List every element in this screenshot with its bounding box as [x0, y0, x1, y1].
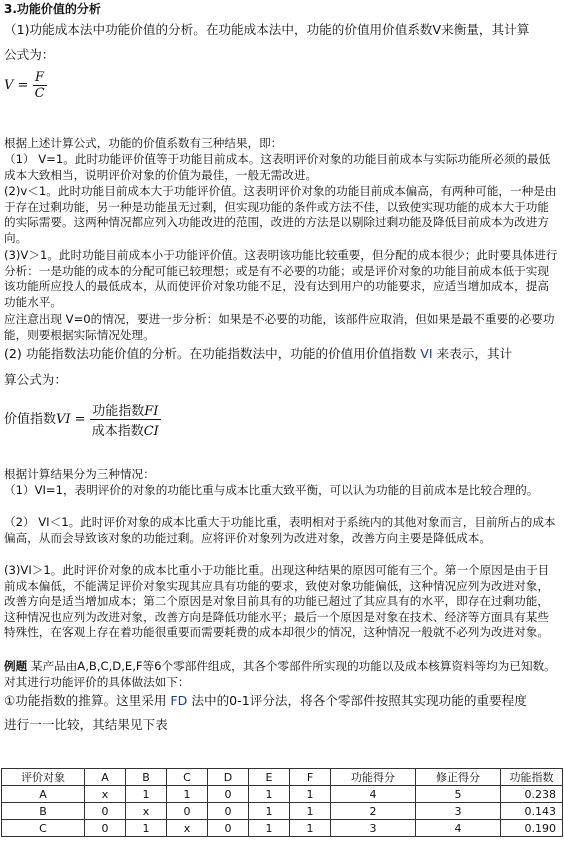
- formula-lhs: 价值指数: [4, 412, 57, 427]
- header-corrected-score: 修正得分: [416, 769, 501, 786]
- paragraph-vi-less-than-1: （2） VI＜1。此时评价对象的成本比重大于功能比重，表明相对于系统内的其他对象而言，目前所占的成本偏高，从而会导致该对象的功能过剩。应将评价对象列为改进对象，改善方向主要是降低成本。: [4, 515, 556, 545]
- paragraph-vi-equals-1: （1）VI=1，表明评价的对象的功能比重与成本比重大致平衡，可以认为功能的目前成本是比较合理的。: [4, 483, 539, 497]
- formula-fraction: [90, 400, 161, 439]
- header-d: D: [208, 769, 249, 786]
- table-cell: 3: [416, 803, 501, 820]
- header-e: E: [249, 769, 290, 786]
- table-cell: 1: [126, 786, 167, 803]
- paragraph-formula-label-2: 算公式为：: [4, 372, 67, 387]
- table-cell: 2: [331, 803, 416, 820]
- paragraph-v-equals-0: 应注意出现 V=0的情况，要进一步分析：如果是不必要的功能，该部件应取消，但如果是最不重要的必要功能，则要根据实际情况处理。: [4, 312, 555, 342]
- vi-highlight: VI: [420, 346, 433, 361]
- table-cell: B: [2, 803, 85, 820]
- header-b: B: [126, 769, 167, 786]
- table-cell: 0: [208, 820, 249, 837]
- paragraph-vi-greater-than-1: (3)VI＞1。此时评价对象的成本比重小于功能比重。出现这种结果的原因可能有三个。第一个原因是由于目前成本偏低，不能满足评价对象实现其应具有功能的要求，致使对象功能偏低，这种情况应列为改进对象，改善方向是适当增加成本；第二个原因是对象目前具有的功能已超过了其应具有的水平，即存在过剩功能，这种情况也应列为改进对象，改善方向是降低功能水平；最后一个原因是对象在技术、经济等方面具有某些特殊性，在客观上存在着功能很重要而需要耗费的成本却很少的情况，这种情况一般就不必列为改进对象。: [4, 563, 550, 639]
- denominator-text: 成本指数: [91, 424, 144, 439]
- paragraph-formula-label-1: 公式为：: [4, 47, 55, 62]
- table-cell: 0.143: [501, 803, 563, 820]
- paragraph-v-greater-than-1: (3)V＞1。此时功能目前成本小于功能评价值。这表明该功能比较重要，但分配的成本很少；此时要具体进行分析：一是功能的成本的分配可能已较理想；或是有不必要的功能；或是评价对象的功能目前成本低于实现该功能所应投人的最低成本，从而使评价对象功能不足，没有达到用户的功能要求，应适当增加成本，提高功能水平。: [4, 248, 558, 309]
- table-cell: x: [126, 803, 167, 820]
- table-cell: 4: [416, 820, 501, 837]
- table-cell: 0: [85, 820, 126, 837]
- formula-lhs: V =: [4, 78, 29, 93]
- paragraph-text: ①功能指数的推算。这里采用: [4, 693, 171, 708]
- table-header-row: [2, 769, 563, 786]
- table-row: [2, 803, 563, 820]
- table-row: [2, 820, 563, 837]
- header-c: C: [167, 769, 208, 786]
- paragraph-table-intro: 进行一一比较，其结果见下表: [4, 717, 168, 732]
- paragraph-three-results: 根据上述计算公式，功能的价值系数有三种结果，即：: [4, 136, 283, 150]
- table-cell: 4: [331, 786, 416, 803]
- table-cell: 1: [290, 803, 331, 820]
- formula-equals: =: [70, 412, 90, 427]
- table-cell: 1: [126, 820, 167, 837]
- table-cell: 0: [208, 786, 249, 803]
- table-cell: 1: [290, 820, 331, 837]
- table-cell: 1: [290, 786, 331, 803]
- table-cell: 1: [167, 786, 208, 803]
- paragraph-v-less-than-1: (2)v＜1。此时功能目前成本大于功能评价值。这表明评价对象的功能目前成本偏高，有两种可能，一种是由于存在过剩功能，另一种是功能虽无过剩，但实现功能的条件或方法不佳，以致使实现功能的成本大于功能的实际需要。这两种情况都应列入功能改进的范围，改进的方法是以剔除过剩功能及降低目前成本为改进方向。: [4, 184, 557, 245]
- paragraph-text: 来表示，其计: [432, 346, 513, 361]
- formula-fraction: [33, 70, 47, 101]
- paragraph-functional-cost-intro: [4, 22, 560, 38]
- header-function-score: 功能得分: [331, 769, 416, 786]
- formula-numerator: [90, 400, 161, 420]
- table-cell: x: [85, 786, 126, 803]
- header-function-index: 功能指数: [501, 769, 563, 786]
- table-cell: 0.190: [501, 820, 563, 837]
- table-cell: 1: [249, 786, 290, 803]
- paragraph-function-index-calc: [4, 693, 560, 709]
- formula-value-index: [4, 400, 161, 439]
- table-cell: 0: [208, 803, 249, 820]
- formula-numerator: F: [33, 70, 47, 86]
- paragraph-text: 某产品由A,B,C,D,E,F等6个零部件组成，其各个零部件所实现的功能以及成本核算资料等均为已知数。对其进行功能评价的具体做法如下：: [4, 659, 556, 689]
- table-cell: 0: [85, 803, 126, 820]
- paragraph-example: [4, 659, 560, 690]
- header-eval-object: 评价对象: [2, 769, 85, 786]
- formula-value-coefficient: [4, 70, 47, 101]
- formula-denominator: [90, 420, 161, 439]
- paragraph-v-equals-1: （1） V=1。此时功能评价值等于功能目前成本。这表明评价对象的功能目前成本与实际功能所必须的最低成本大致相当，说明评价对象的价值为最佳，一般无需改进。: [4, 152, 551, 182]
- table-row: [2, 786, 563, 803]
- formula-denominator: C: [34, 86, 45, 101]
- example-label: 例题: [4, 659, 28, 673]
- table-cell: 1: [249, 803, 290, 820]
- formula-lhs-symbol: VI: [56, 412, 71, 427]
- fd-highlight: FD: [170, 693, 188, 708]
- table-cell: 0: [167, 803, 208, 820]
- paragraph-text: 法中的0-1评分法，将各个零部件按照其实现功能的重要程度: [187, 693, 527, 708]
- paragraph-text: （1)功能成本法中功能价值的分析。在功能成本法中，功能的价值用价值系数Ⅴ来衡量，其计算: [4, 22, 530, 37]
- numerator-symbol: FI: [144, 404, 159, 419]
- table-cell: x: [167, 820, 208, 837]
- paragraph-text: (2) 功能指数法功能价值的分析。在功能指数法中，功能的价值用价值指数: [4, 346, 421, 361]
- numerator-text: 功能指数: [92, 404, 145, 419]
- denominator-symbol: CI: [143, 424, 159, 439]
- table-cell: A: [2, 786, 85, 803]
- section-title: 3.功能价值的分析: [4, 2, 101, 16]
- header-f: F: [290, 769, 331, 786]
- paragraph-function-index-method: [4, 346, 560, 362]
- table-cell: C: [2, 820, 85, 837]
- paragraph-three-cases: 根据计算结果分为三种情况：: [4, 467, 155, 481]
- table-cell: 5: [416, 786, 501, 803]
- table-cell: 1: [249, 820, 290, 837]
- function-score-table: [1, 768, 563, 837]
- table-cell: 0.238: [501, 786, 563, 803]
- table-cell: 3: [331, 820, 416, 837]
- header-a: A: [85, 769, 126, 786]
